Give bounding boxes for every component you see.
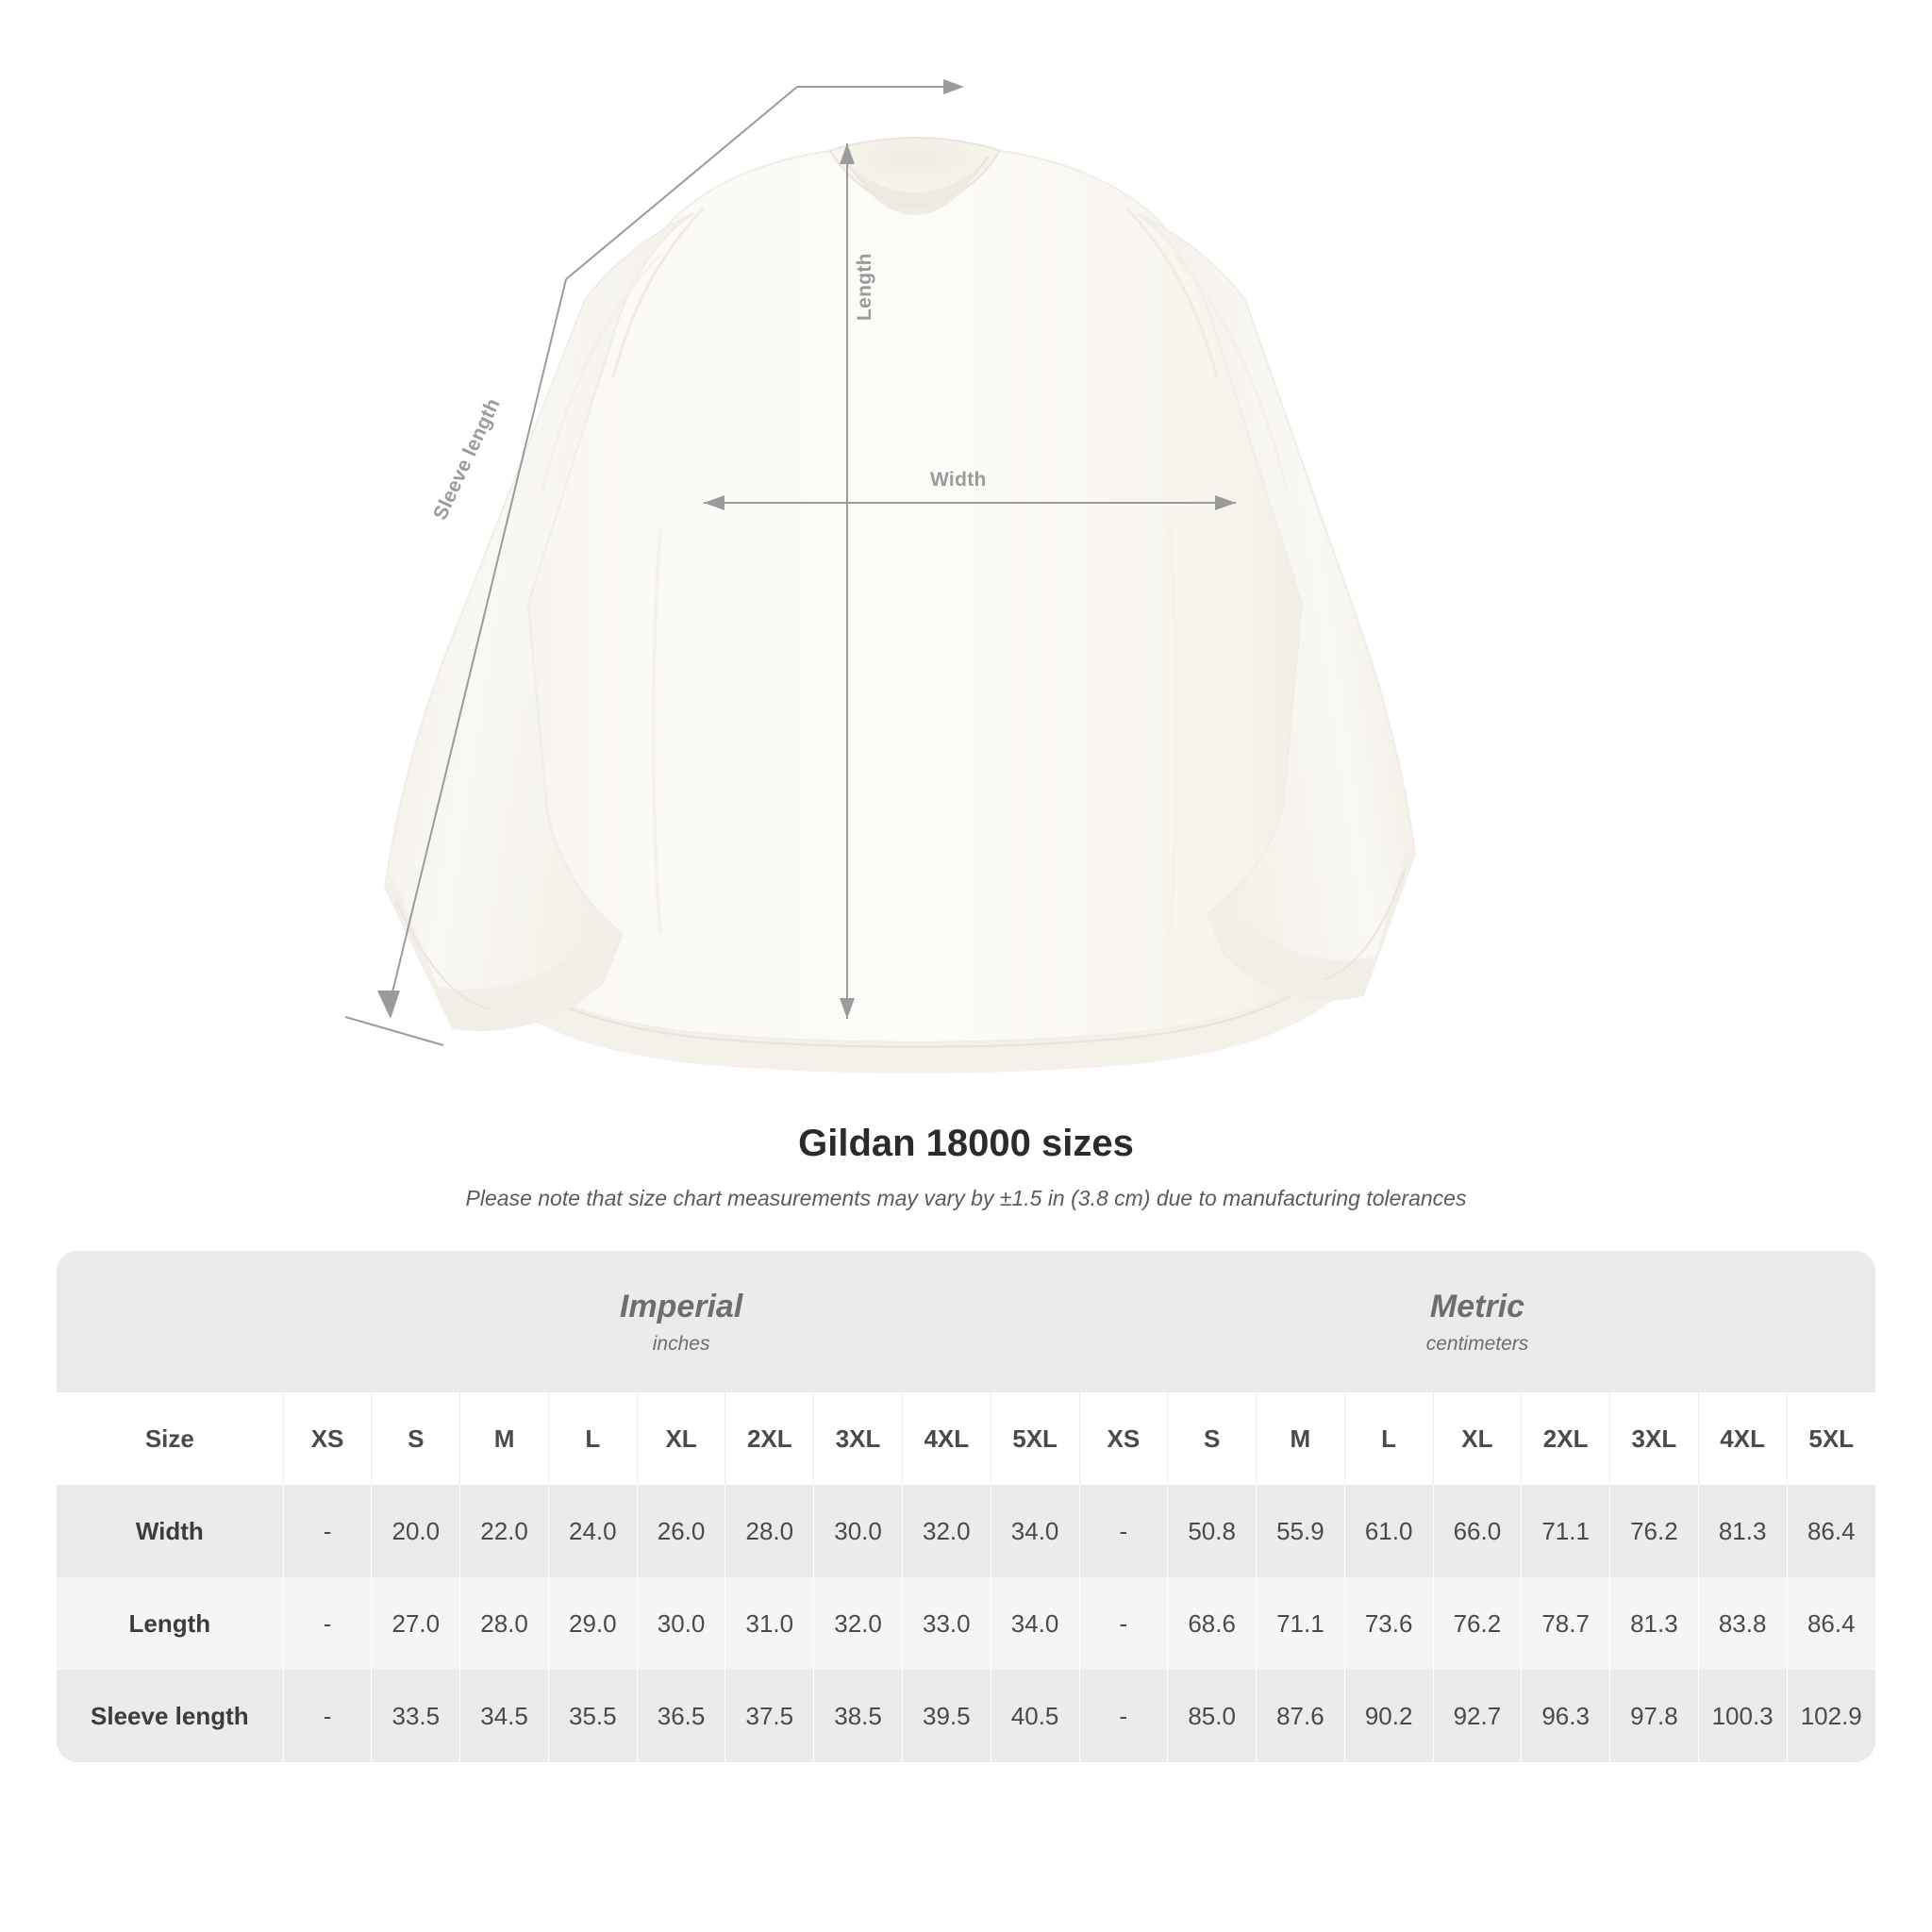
size-header-imperial-xl: XL [637,1392,725,1485]
imperial-header-unit: inches [652,1332,710,1355]
size-header-metric-4xl: 4XL [1698,1392,1787,1485]
width-imperial-xs: - [283,1485,372,1577]
length-metric-l: 73.6 [1344,1577,1433,1670]
length-metric-xl: 76.2 [1433,1577,1522,1670]
table-row-width [57,1485,1875,1577]
sleeve-imperial-l: 35.5 [548,1670,637,1762]
table-row-sleeve-length [57,1670,1875,1762]
width-metric-l: 61.0 [1344,1485,1433,1577]
width-metric-xs: - [1079,1485,1168,1577]
width-dimension-label: Width [930,469,987,491]
sleeve-metric-m: 87.6 [1257,1670,1345,1762]
size-table [57,1251,1875,1762]
length-metric-m: 71.1 [1257,1577,1345,1670]
width-metric-m: 55.9 [1257,1485,1345,1577]
row-label-length: Length [57,1577,283,1670]
metric-header-unit: centimeters [1425,1332,1529,1355]
size-header-imperial-s: S [372,1392,460,1485]
imperial-header-label: Imperial [619,1288,743,1324]
sleeve-metric-4xl: 100.3 [1698,1670,1787,1762]
width-imperial-5xl: 34.0 [991,1485,1079,1577]
length-metric-s: 68.6 [1168,1577,1257,1670]
length-imperial-l: 29.0 [548,1577,637,1670]
sleeve-imperial-xs: - [283,1670,372,1762]
row-label-width: Width [57,1485,283,1577]
width-metric-xl: 66.0 [1433,1485,1522,1577]
size-header-imperial-m: M [460,1392,549,1485]
sleeve-cuff-tick [345,1017,443,1045]
length-imperial-m: 28.0 [460,1577,549,1670]
sleeve-metric-xl: 92.7 [1433,1670,1522,1762]
sleeve-metric-5xl: 102.9 [1787,1670,1875,1762]
length-metric-3xl: 81.3 [1610,1577,1699,1670]
size-header-imperial-xs: XS [283,1392,372,1485]
size-header-metric-xl: XL [1433,1392,1522,1485]
size-header-metric-2xl: 2XL [1522,1392,1610,1485]
sleeve-metric-xs: - [1079,1670,1168,1762]
width-metric-5xl: 86.4 [1787,1485,1875,1577]
length-imperial-5xl: 34.0 [991,1577,1079,1670]
page-title: Gildan 18000 sizes [798,1123,1134,1164]
unit-header-spacer [57,1251,283,1392]
size-header-imperial-4xl: 4XL [902,1392,991,1485]
sleeve-imperial-2xl: 37.5 [725,1670,814,1762]
width-metric-3xl: 76.2 [1610,1485,1699,1577]
length-metric-5xl: 86.4 [1787,1577,1875,1670]
sleeve-metric-2xl: 96.3 [1522,1670,1610,1762]
imperial-header-cell [283,1251,1079,1392]
size-header-metric-l: L [1344,1392,1433,1485]
size-table-wrapper [57,1251,1875,1762]
sleeve-imperial-4xl: 39.5 [902,1670,991,1762]
size-header-metric-xs: XS [1079,1392,1168,1485]
size-header-row [57,1392,1875,1485]
length-imperial-s: 27.0 [372,1577,460,1670]
sleeve-imperial-5xl: 40.5 [991,1670,1079,1762]
width-metric-s: 50.8 [1168,1485,1257,1577]
unit-header-row [57,1251,1875,1392]
sleeve-imperial-m: 34.5 [460,1670,549,1762]
sleeve-metric-3xl: 97.8 [1610,1670,1699,1762]
width-imperial-3xl: 30.0 [814,1485,903,1577]
page-subtitle: Please note that size chart measurements may vary by ±1.5 in (3.8 cm) due to manufacturing tolerances [465,1186,1467,1210]
size-header-imperial-l: L [548,1392,637,1485]
width-metric-4xl: 81.3 [1698,1485,1787,1577]
metric-header-label: Metric [1429,1288,1525,1324]
length-metric-2xl: 78.7 [1522,1577,1610,1670]
table-row-length [57,1577,1875,1670]
sleeve-length-dimension-label: Sleeve length [429,394,505,524]
length-metric-xs: - [1079,1577,1168,1670]
width-imperial-l: 24.0 [548,1485,637,1577]
size-header-metric-s: S [1168,1392,1257,1485]
width-imperial-4xl: 32.0 [902,1485,991,1577]
width-imperial-2xl: 28.0 [725,1485,814,1577]
length-metric-4xl: 83.8 [1698,1577,1787,1670]
width-imperial-m: 22.0 [460,1485,549,1577]
size-header-metric-3xl: 3XL [1610,1392,1699,1485]
length-imperial-3xl: 32.0 [814,1577,903,1670]
sleeve-imperial-3xl: 38.5 [814,1670,903,1762]
length-imperial-xs: - [283,1577,372,1670]
sleeve-imperial-s: 33.5 [372,1670,460,1762]
length-imperial-xl: 30.0 [637,1577,725,1670]
size-header-metric-m: M [1257,1392,1345,1485]
size-row-label: Size [57,1392,283,1485]
width-metric-2xl: 71.1 [1522,1485,1610,1577]
row-label-sleeve-length: Sleeve length [57,1670,283,1762]
sleeve-imperial-xl: 36.5 [637,1670,725,1762]
sleeve-metric-s: 85.0 [1168,1670,1257,1762]
size-header-imperial-3xl: 3XL [814,1392,903,1485]
metric-header-cell [1079,1251,1875,1392]
size-header-imperial-2xl: 2XL [725,1392,814,1485]
sleeve-metric-l: 90.2 [1344,1670,1433,1762]
length-dimension-label: Length [854,253,875,321]
length-imperial-4xl: 33.0 [902,1577,991,1670]
length-imperial-2xl: 31.0 [725,1577,814,1670]
width-imperial-xl: 26.0 [637,1485,725,1577]
width-imperial-s: 20.0 [372,1485,460,1577]
size-header-imperial-5xl: 5XL [991,1392,1079,1485]
size-header-metric-5xl: 5XL [1787,1392,1875,1485]
